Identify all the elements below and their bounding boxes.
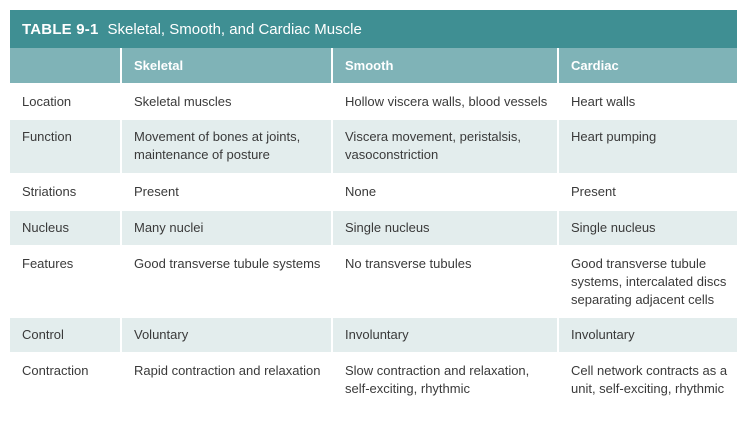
table-row <box>10 84 737 119</box>
header-row <box>10 48 737 84</box>
muscle-table <box>10 10 737 406</box>
cardiac-cell: Present <box>558 174 737 210</box>
table-title: Skeletal, Smooth, and Cardiac Muscle <box>107 20 362 38</box>
smooth-cell: Hollow viscera walls, blood vessels <box>332 84 558 119</box>
row-label: Nucleus <box>10 210 121 246</box>
table-title-bar <box>10 10 737 48</box>
cardiac-cell: Heart pumping <box>558 119 737 174</box>
skeletal-cell: Good transverse tubule systems <box>121 246 332 317</box>
cardiac-cell: Cell network contracts as a unit, self-exciting, rhythmic <box>558 353 737 406</box>
smooth-cell: Single nucleus <box>332 210 558 246</box>
skeletal-cell: Many nuclei <box>121 210 332 246</box>
smooth-cell: Involuntary <box>332 317 558 353</box>
comparison-table <box>10 48 737 406</box>
smooth-cell: None <box>332 174 558 210</box>
header-cell-cardiac: Cardiac <box>558 48 737 84</box>
row-label: Features <box>10 246 121 317</box>
row-label: Location <box>10 84 121 119</box>
table-row <box>10 353 737 406</box>
smooth-cell: Slow contraction and relaxation, self-exciting, rhythmic <box>332 353 558 406</box>
header-cell-blank <box>10 48 121 84</box>
skeletal-cell: Skeletal muscles <box>121 84 332 119</box>
cardiac-cell: Single nucleus <box>558 210 737 246</box>
row-label: Function <box>10 119 121 174</box>
smooth-cell: No transverse tubules <box>332 246 558 317</box>
smooth-cell: Viscera movement, peristalsis, vasoconstriction <box>332 119 558 174</box>
skeletal-cell: Rapid contraction and relaxation <box>121 353 332 406</box>
cardiac-cell: Heart walls <box>558 84 737 119</box>
header-cell-smooth: Smooth <box>332 48 558 84</box>
header-cell-skeletal: Skeletal <box>121 48 332 84</box>
table-row <box>10 246 737 317</box>
skeletal-cell: Voluntary <box>121 317 332 353</box>
table-row <box>10 210 737 246</box>
cardiac-cell: Good transverse tubule systems, intercalated discs separating adjacent cells <box>558 246 737 317</box>
table-row <box>10 174 737 210</box>
row-label: Control <box>10 317 121 353</box>
cardiac-cell: Involuntary <box>558 317 737 353</box>
table-row <box>10 317 737 353</box>
row-label: Contraction <box>10 353 121 406</box>
table-number: TABLE 9-1 <box>22 20 99 38</box>
table-row <box>10 119 737 174</box>
skeletal-cell: Movement of bones at joints, maintenance of posture <box>121 119 332 174</box>
row-label: Striations <box>10 174 121 210</box>
skeletal-cell: Present <box>121 174 332 210</box>
